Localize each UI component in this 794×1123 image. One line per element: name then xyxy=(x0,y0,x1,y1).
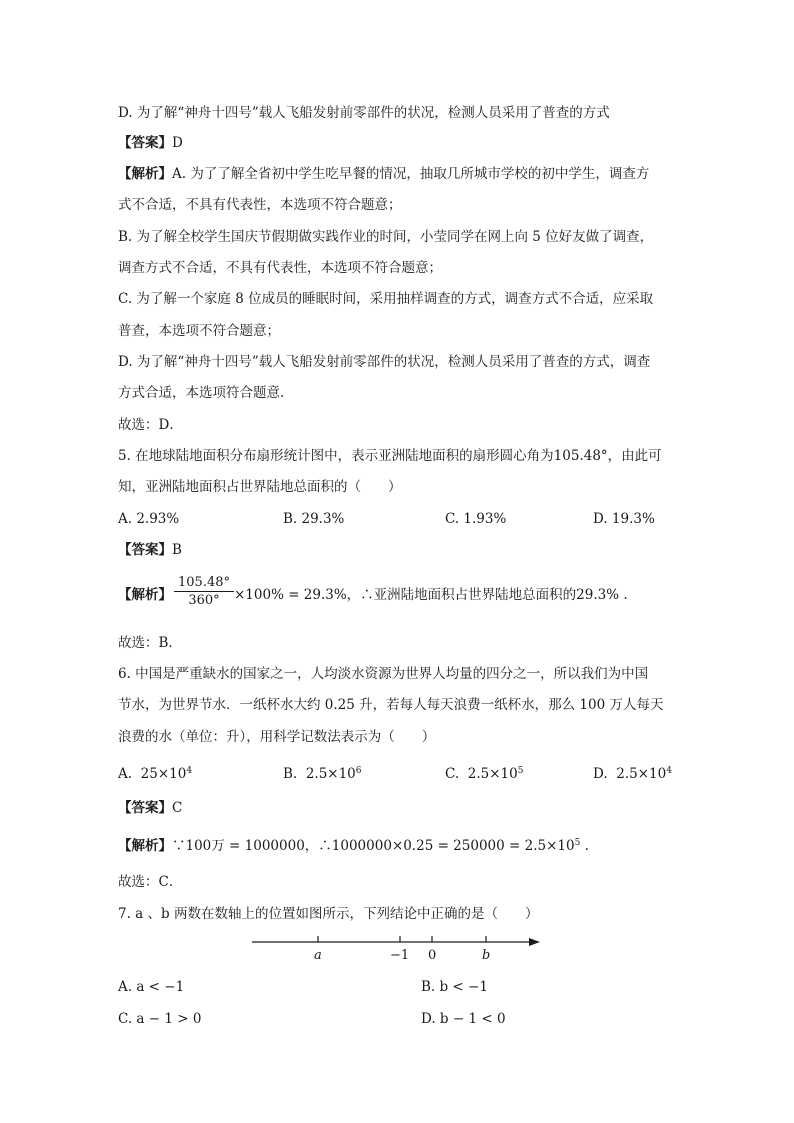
q5-conclusion: 故选：B． xyxy=(118,635,182,651)
q4-analysis-d2: 方式合适，本选项符合题意. xyxy=(118,385,285,401)
q5-option-a: A. 2.93% xyxy=(118,511,180,527)
analysis-text: ∵100万 = 1000000，∴1000000×0.25 = 250000 = 2.5×10 xyxy=(172,838,575,854)
option-exponent: 4 xyxy=(666,766,672,776)
q6-analysis-line xyxy=(118,837,589,855)
q5-analysis-tag xyxy=(118,586,172,604)
q4-analysis-c2: 普查，本选项不符合题意； xyxy=(118,323,280,339)
answer-tag: 【答案】 xyxy=(118,135,172,151)
axis-label-a: a xyxy=(314,948,322,963)
q4-option-d: D. 为了解“神舟十四号”载人飞船发射前零部件的状况，检测人员采用了普查的方式 xyxy=(118,105,610,121)
q4-analysis-a2: 式不合适，不具有代表性，本选项不符合题意； xyxy=(118,197,402,213)
q5-fraction xyxy=(174,575,234,608)
q4-conclusion: 故选：D． xyxy=(118,417,183,433)
q5-stem-line1: 5. 在地球陆地面积分布扇形统计图中，表示亚洲陆地面积的扇形圆心角为105.48°，由此可 xyxy=(118,448,662,464)
answer-tag: 【答案】 xyxy=(118,800,172,816)
analysis-end: . xyxy=(580,838,589,854)
q7-option-d: D. b − 1 < 0 xyxy=(421,1011,506,1027)
q6-option-d xyxy=(593,765,672,783)
q5-analysis-text: ×100% = 29.3%，∴亚洲陆地面积占世界陆地总面积的29.3% . xyxy=(234,587,628,603)
q7-stem: 7. a 、b 两数在数轴上的位置如图所示，下列结论中正确的是（ ） xyxy=(118,906,539,922)
analysis-text: A. 为了了解全省初中学生吃早餐的情况，抽取几所城市学校的初中学生，调查方 xyxy=(172,166,650,182)
option-base: 2.5×10 xyxy=(467,766,518,782)
axis-label-b: b xyxy=(482,948,491,963)
q7-option-b: B. b < −1 xyxy=(421,979,488,995)
answer-value: B xyxy=(172,542,182,558)
q6-conclusion: 故选：C． xyxy=(118,874,183,890)
q4-analysis-b1: B. 为了解全校学生国庆节假期做实践作业的时间，小莹同学在网上向 5 位好友做了调查， xyxy=(118,229,654,245)
option-base: 2.5×10 xyxy=(305,766,356,782)
q6-option-a xyxy=(118,765,192,783)
option-base: 25×10 xyxy=(140,766,187,782)
number-line xyxy=(248,932,544,964)
option-exponent: 6 xyxy=(355,766,362,776)
answer-value: C xyxy=(172,800,183,816)
axis-label-neg1: −1 xyxy=(390,948,410,963)
option-label: C. xyxy=(445,766,460,782)
q5-stem-line2: 知，亚洲陆地面积占世界陆地总面积的（ ） xyxy=(118,479,402,495)
q6-stem-line1: 6. 中国是严重缺水的国家之一，人均淡水资源为世界人均量的四分之一，所以我们为中国 xyxy=(118,666,649,682)
q4-analysis-c1: C. 为了解一个家庭 8 位成员的睡眠时间，采用抽样调查的方式，调查方式不合适，应采取 xyxy=(118,291,654,307)
option-label: B. xyxy=(283,766,298,782)
analysis-tag: 【解析】 xyxy=(118,587,172,603)
option-label: D. xyxy=(593,766,608,782)
answer-value: D xyxy=(172,135,183,151)
q6-answer-line xyxy=(118,799,182,817)
q4-analysis-d1: D. 为了解“神舟十四号”载人飞船发射前零部件的状况，检测人员采用了普查的方式，调查 xyxy=(118,354,651,370)
q5-option-d: D. 19.3% xyxy=(593,511,655,527)
analysis-exponent: 5 xyxy=(574,838,581,848)
q4-answer-line xyxy=(118,134,183,152)
q5-option-c: C. 1.93% xyxy=(445,511,507,527)
q5-answer-line xyxy=(118,541,182,559)
fraction-numerator: 105.48° xyxy=(174,575,234,592)
arrow-icon xyxy=(529,938,540,946)
q6-stem-line2: 节水，为世界节水．一纸杯水大约 0.25 升，若每人每天浪费一纸杯水，那么 100 万人每天 xyxy=(118,697,664,713)
q6-option-b xyxy=(283,765,362,783)
q7-option-a: A. a < −1 xyxy=(118,979,185,995)
q5-option-b: B. 29.3% xyxy=(283,511,345,527)
q4-analysis-b2: 调查方式不合适，不具有代表性，本选项不符合题意； xyxy=(118,260,442,276)
option-base: 2.5×10 xyxy=(616,766,667,782)
fraction-denominator: 360° xyxy=(188,593,220,608)
analysis-tag: 【解析】 xyxy=(118,838,172,854)
q6-stem-line3: 浪费的水（单位：升），用科学记数法表示为（ ） xyxy=(118,729,436,745)
q6-option-c xyxy=(445,765,523,783)
q7-option-c: C. a − 1 > 0 xyxy=(118,1011,202,1027)
analysis-tag: 【解析】 xyxy=(118,166,172,182)
option-exponent: 4 xyxy=(186,766,193,776)
answer-tag: 【答案】 xyxy=(118,542,172,558)
q4-analysis-a1 xyxy=(118,165,649,183)
option-label: A. xyxy=(118,766,133,782)
axis-label-zero: 0 xyxy=(428,948,437,963)
option-exponent: 5 xyxy=(517,766,524,776)
